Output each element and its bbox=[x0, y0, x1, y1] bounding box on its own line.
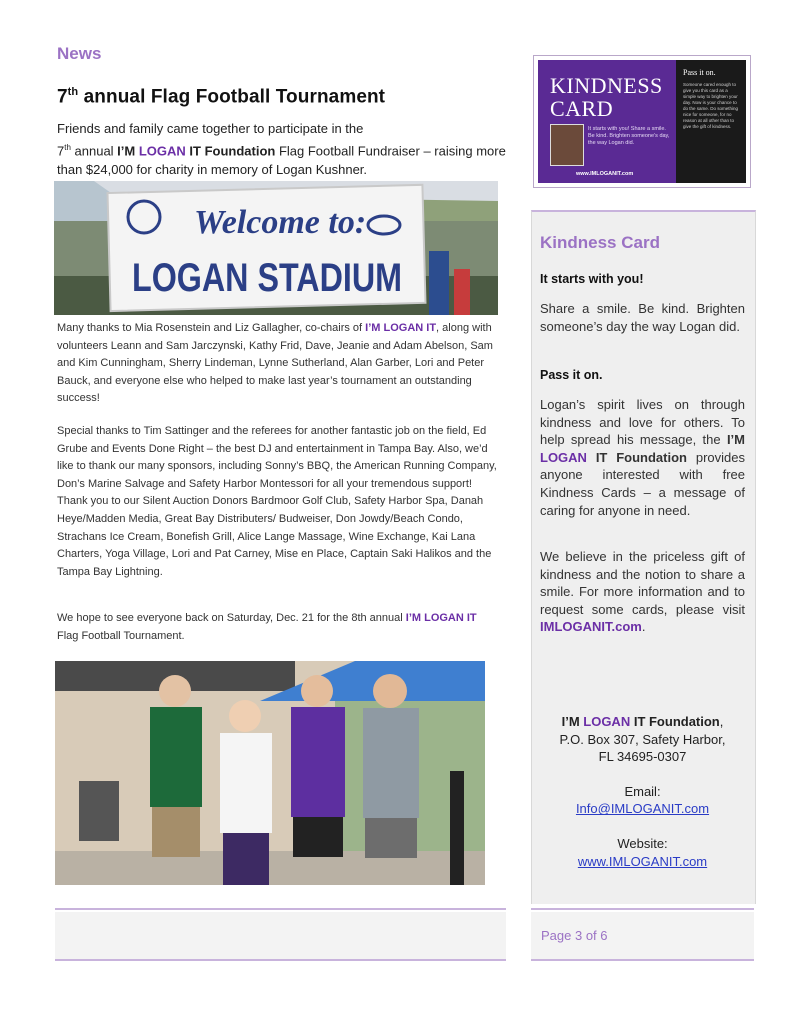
website-label: Website: bbox=[617, 835, 668, 851]
address-line-2: FL 34695-0307 bbox=[598, 749, 687, 765]
card-small-text: It starts with you! Share a smile. Be kind. Brighten someone’s day, the way Logan did. bbox=[588, 126, 670, 146]
card-title: KINDNESS CARD bbox=[550, 73, 663, 121]
page-number: Page 3 of 6 bbox=[541, 928, 608, 943]
sidebar-subheading-1: It starts with you! bbox=[540, 272, 644, 286]
foundation-name: I’M LOGAN IT Foundation, bbox=[561, 714, 724, 729]
footer-rule-left-top bbox=[55, 908, 506, 910]
banner-stadium-text: LOGAN STADIUM bbox=[132, 256, 402, 300]
logan-portrait bbox=[550, 124, 584, 166]
sidebar-subheading-2: Pass it on. bbox=[540, 368, 603, 382]
card-back-text: Someone cared enough to give you this card as a simple way to brighten your day. Now is your chance to do the same. Do something nice for someone, for no reason at all other than to give the gift of kindness. bbox=[683, 82, 739, 129]
address-line-1: P.O. Box 307, Safety Harbor, bbox=[559, 731, 726, 747]
kindness-card-image bbox=[533, 55, 751, 188]
card-url: www.IMLOGANIT.com bbox=[576, 171, 634, 177]
article-headline: 7th annual Flag Football Tournament bbox=[57, 86, 386, 108]
logan-stadium-photo bbox=[54, 181, 498, 315]
footer-left-box bbox=[55, 912, 506, 959]
closing-paragraph: We hope to see everyone back on Saturday, Dec. 21 for the 8th annual I’M LOGAN IT Flag Football Tournament. bbox=[57, 612, 477, 642]
email-link[interactable]: Info@IMLOGANIT.com bbox=[575, 801, 710, 817]
sidebar-title: Kindness Card bbox=[540, 233, 660, 252]
section-label: News bbox=[57, 44, 102, 63]
email-label: Email: bbox=[624, 783, 661, 799]
footer-rule-right-top bbox=[531, 908, 754, 910]
card-pass-it-on: Pass it on. bbox=[683, 68, 716, 77]
thanks-paragraph-2: Special thanks to Tim Sattinger and the referees for another fantastic job on the field, Ed Grube and Events Done Right – the best DJ and entertainment in Tampa Bay. Also, we’d like to thank our many sponsors, including Sonny’s BBQ, the American Running Company, Don’s Marine Salvage and Safety Harbor Montessori for all your tremendous support! Thank you to our Silent Auction Donors Bardmoor Golf Club, Safety Harbor Spa, Danah Heye/Madden Media, Great Bay Distributers/ Budweiser, Don Jowdy/Beach Condo, Strachans Ice Cream, Bonefish Grill, Alice Lange Massage, Wine Exchange, Kai Lana Charters, Yoga Village, Lori and Pat Carney, Mise en Place, Captain Saki Halikos and the Tampa Bay Lightning. bbox=[57, 425, 497, 578]
sidebar-paragraph-3: We believe in the priceless gift of kindness and the notion to share a smile. For more information and to request some cards, please visit IMLOGANIT.com. bbox=[540, 549, 745, 635]
sidebar-paragraph-2: Logan’s spirit lives on through kindness and love for others. To help spread his message, the I’M LOGAN IT Foundation provides anyone interested with free Kindness Cards – a message of caring for anyone in need. bbox=[540, 397, 745, 518]
website-inline-link[interactable]: IMLOGANIT.com bbox=[540, 619, 642, 635]
contact-block bbox=[540, 713, 745, 870]
banner-welcome-text: Welcome to: bbox=[194, 204, 367, 241]
footer-rule-right-bottom bbox=[531, 959, 754, 961]
sidebar-paragraph-1: Share a smile. Be kind. Brighten someone’s day the way Logan did. bbox=[540, 301, 745, 334]
thanks-paragraph-1: Many thanks to Mia Rosenstein and Liz Gallagher, co-chairs of I’M LOGAN IT, along with volunteers Leann and Sam Jarczynski, Kathy Frid, Dave, Jeanie and Adam Abelson, Sam and Kim Cunningham, Sherry Lindeman, Lynne Sutherland, Alan Garber, Lori and Peter Bauck, and everyone else who helped to make last year’s tournament an outstanding success! bbox=[57, 322, 493, 405]
article-intro: Friends and family came together to participate in the 7th annual I’M LOGAN IT Foundation Flag Football Fundraiser – raising more than $24,000 for charity in memory of Logan Kushner. bbox=[57, 121, 506, 178]
footer-rule-left-bottom bbox=[55, 959, 506, 961]
group-photo bbox=[55, 661, 485, 885]
website-link[interactable]: www.IMLOGANIT.com bbox=[577, 853, 708, 869]
